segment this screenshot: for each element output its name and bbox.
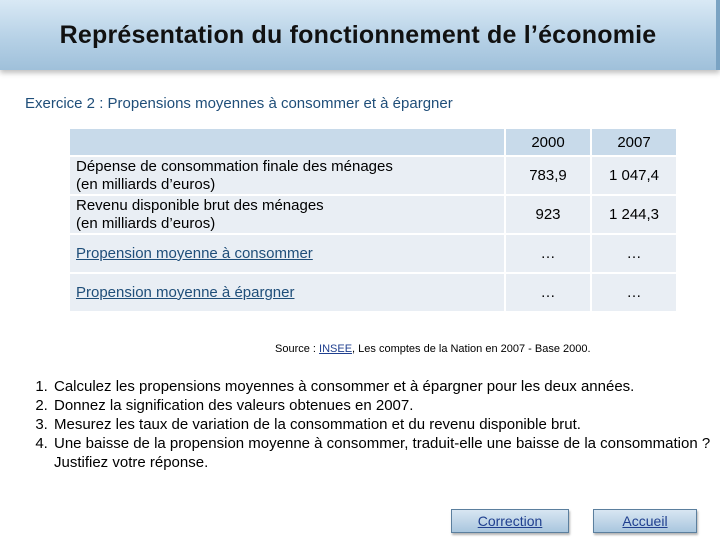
row-label-line1: Dépense de consommation finale des ménages: [76, 157, 393, 175]
exercise-subtitle: Exercice 2 : Propensions moyennes à consommer et à épargner: [25, 95, 453, 112]
page-title: Représentation du fonctionnement de l’économie: [59, 20, 657, 49]
row-label-propensity-save[interactable]: [70, 274, 504, 311]
questions-list: [18, 377, 720, 472]
data-table: [68, 127, 678, 313]
table-header-row: [70, 129, 676, 155]
row-label-line2: (en milliards d’euros): [76, 214, 216, 232]
table-row: [70, 157, 676, 194]
table-row: [70, 235, 676, 272]
cell-consumption-2007: 1 047,4: [592, 157, 676, 194]
list-item: 3. Mesurez les taux de variation de la consommation et du revenu disponible brut.: [52, 415, 720, 434]
cell-propensity-consume-2000: …: [506, 235, 590, 272]
list-item: 2. Donnez la signification des valeurs obtenues en 2007.: [52, 396, 720, 415]
row-label-consumption: [70, 157, 504, 194]
source-prefix: Source :: [275, 343, 320, 355]
correction-button[interactable]: Correction: [451, 509, 569, 533]
source-note: [275, 343, 591, 355]
header-year-2007: 2007: [592, 129, 676, 155]
accueil-button[interactable]: Accueil: [593, 509, 697, 533]
table-row: [70, 274, 676, 311]
source-suffix: , Les comptes de la Nation en 2007 - Base 2000.: [352, 343, 591, 355]
insee-link[interactable]: INSEE: [319, 343, 353, 355]
header-empty-cell: [70, 129, 504, 155]
row-label-line2: (en milliards d’euros): [76, 175, 216, 193]
list-item: 1. Calculez les propensions moyennes à consommer et à épargner pour les deux années.: [52, 377, 720, 396]
row-label-propensity-consume[interactable]: [70, 235, 504, 272]
cell-income-2000: 923: [506, 196, 590, 233]
propensity-consume-link[interactable]: Propension moyenne à consommer: [76, 244, 313, 262]
cell-propensity-save-2007: …: [592, 274, 676, 311]
cell-propensity-consume-2007: …: [592, 235, 676, 272]
cell-propensity-save-2000: …: [506, 274, 590, 311]
title-bar: [0, 0, 720, 70]
row-label-line1: Revenu disponible brut des ménages: [76, 196, 324, 214]
propensity-save-link[interactable]: Propension moyenne à épargner: [76, 283, 295, 301]
row-label-income: [70, 196, 504, 233]
header-year-2000: 2000: [506, 129, 590, 155]
cell-consumption-2000: 783,9: [506, 157, 590, 194]
cell-income-2007: 1 244,3: [592, 196, 676, 233]
list-item: 4. Une baisse de la propension moyenne à consommer, traduit-elle une baisse de la consommation ? Justifiez votre réponse.: [52, 434, 720, 472]
table-row: [70, 196, 676, 233]
